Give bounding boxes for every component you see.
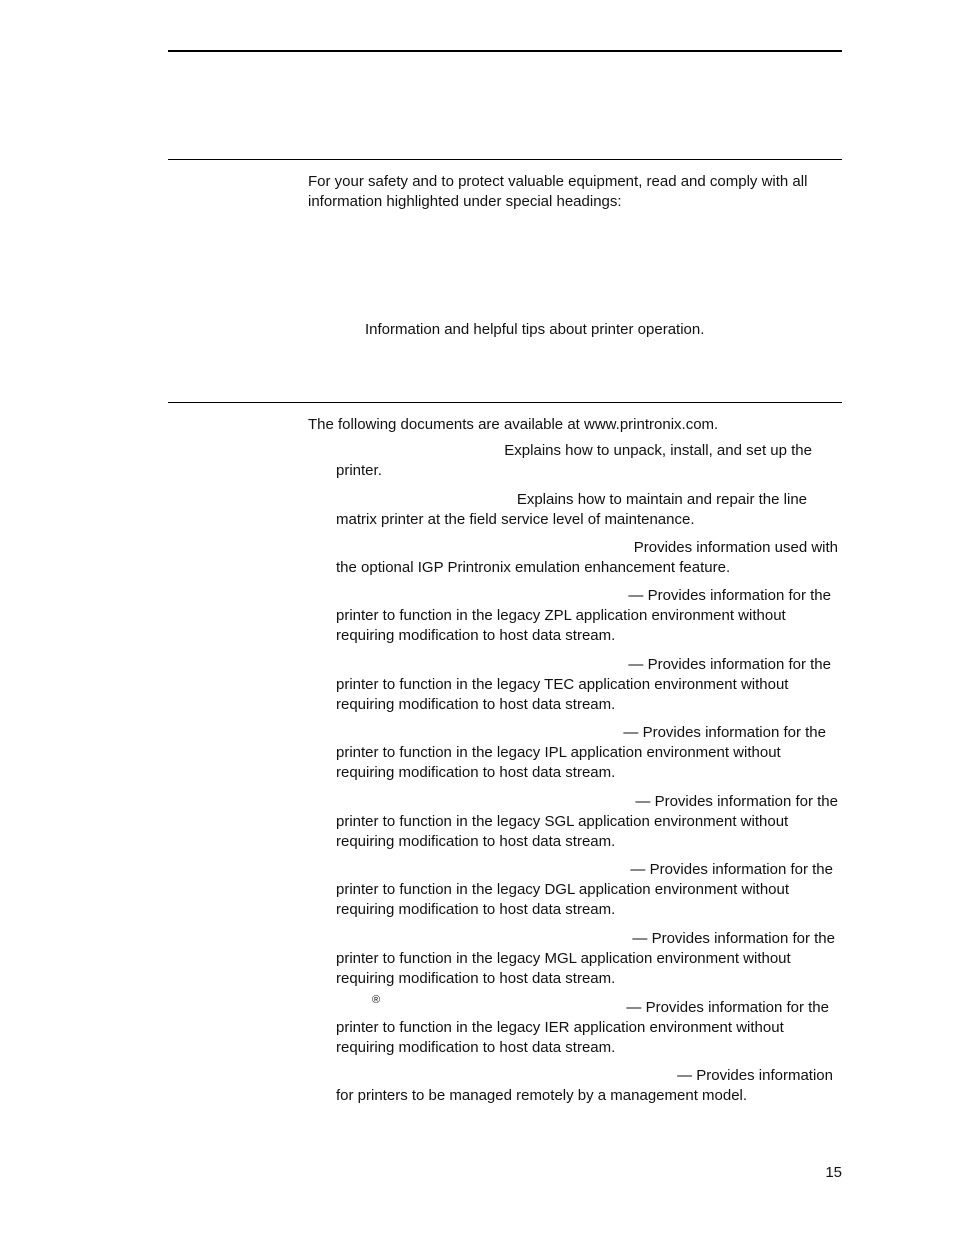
document-description-rest: printer to function in the legacy MGL application environment without requiring modification to host data stream. bbox=[336, 950, 791, 987]
document-description-rest: the optional IGP Printronix emulation enhancement feature. bbox=[336, 559, 731, 576]
document-description-rest: printer. bbox=[336, 462, 382, 479]
header-rule bbox=[168, 50, 842, 52]
document-description-start: Explains how to maintain and repair the line bbox=[516, 491, 807, 508]
document-description-start: — Provides information for the bbox=[632, 930, 835, 947]
document-description-rest: printer to function in the legacy IPL application environment without requiring modification to host data stream. bbox=[336, 744, 781, 781]
document-description-rest: printer to function in the legacy SGL application environment without requiring modification to host data stream. bbox=[336, 813, 789, 850]
document-description-start: — Provides information for the bbox=[630, 861, 833, 878]
document-description-rest: for printers to be managed remotely by a management model. bbox=[336, 1087, 748, 1104]
document-description-start: — Provides information for the bbox=[623, 724, 826, 741]
document-entry bbox=[336, 723, 826, 783]
documents-intro: The following documents are available at www.printronix.com. bbox=[308, 416, 719, 433]
page-number: 15 bbox=[825, 1164, 842, 1181]
document-description-rest: printer to function in the legacy IER application environment without requiring modification to host data stream. bbox=[336, 1019, 784, 1056]
document-description-rest: printer to function in the legacy ZPL application environment without requiring modification to host data stream. bbox=[336, 607, 786, 644]
document-entry bbox=[336, 792, 838, 852]
safety-intro: For your safety and to protect valuable equipment, read and comply with all information highlighted under special headings: bbox=[308, 173, 808, 210]
document-description-rest: printer to function in the legacy DGL application environment without requiring modification to host data stream. bbox=[336, 881, 790, 918]
document-entry bbox=[336, 929, 835, 989]
document-entry bbox=[336, 998, 829, 1058]
document-description-start: Explains how to unpack, install, and set up the bbox=[504, 442, 812, 459]
document-entry bbox=[336, 490, 807, 530]
section-divider-safety bbox=[168, 159, 842, 160]
document-entry bbox=[336, 586, 831, 646]
document-entry bbox=[336, 860, 833, 920]
document-entry bbox=[336, 655, 831, 715]
document-entry bbox=[336, 1066, 833, 1106]
document-description-start: — Provides information for the bbox=[635, 793, 838, 810]
document-entry bbox=[336, 538, 838, 578]
document-description-start: — Provides information for the bbox=[628, 587, 831, 604]
document-description-start: — Provides information bbox=[677, 1067, 833, 1084]
document-description-start: Provides information used with bbox=[633, 539, 838, 556]
note-text: Information and helpful tips about printer operation. bbox=[365, 321, 705, 338]
document-entry bbox=[336, 441, 812, 481]
section-divider-documents bbox=[168, 402, 842, 403]
document-description-rest: matrix printer at the field service level of maintenance. bbox=[336, 511, 695, 528]
document-description-rest: printer to function in the legacy TEC application environment without requiring modification to host data stream. bbox=[336, 676, 789, 713]
registered-trademark-mark: ® bbox=[372, 994, 381, 1006]
document-description-start: — Provides information for the bbox=[626, 999, 829, 1016]
document-description-start: — Provides information for the bbox=[628, 656, 831, 673]
